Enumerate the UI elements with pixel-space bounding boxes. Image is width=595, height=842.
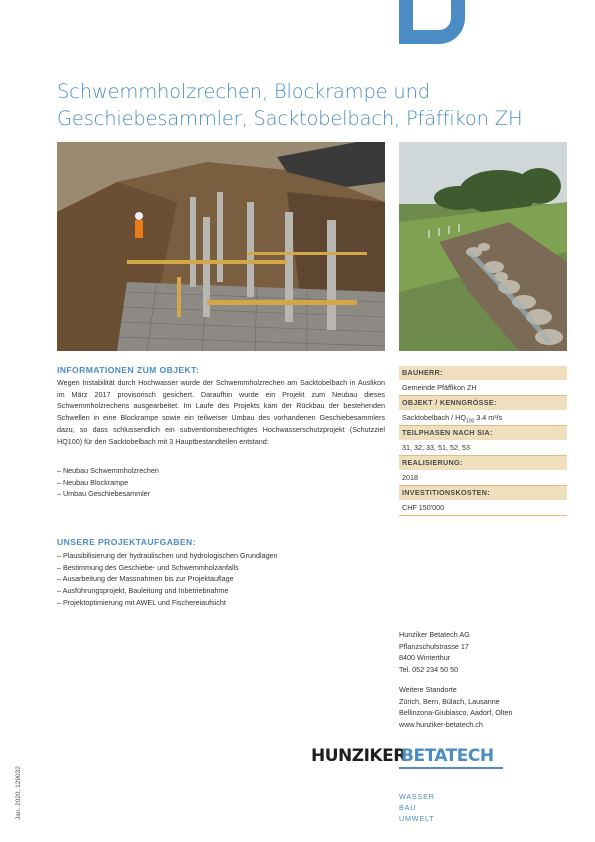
phasen-label: TEILPHASEN NACH SIA: [399, 426, 567, 440]
company-street: Pflanzschulstrasse 17 [399, 641, 469, 651]
brand-corner-mark [399, 0, 465, 44]
object-components-list [57, 465, 159, 500]
other-locations-line-2: Bellinzona-Giubiasco, Aadorf, Olten [399, 708, 513, 718]
construction-photo [57, 142, 385, 351]
company-website-link[interactable]: www.hunziker-betatech.ch [399, 719, 483, 729]
other-locations-heading: Weitere Standorte [399, 684, 457, 694]
tagline [399, 791, 435, 824]
realisierung-label: REALISIERUNG: [399, 456, 567, 470]
tasks-list [57, 550, 278, 609]
logo-part-2: BETATECH [401, 746, 494, 766]
list-item: – Ausarbeitung der Massnahmen bis zur Projektauflage [57, 574, 234, 584]
list-item: – Plausibilisierung der hydraulischen und hydrologischen Grundlagen [57, 551, 278, 560]
list-item: – Umbau Geschiebesammler [57, 489, 151, 499]
objekt-label: OBJEKT / KENNGRÖSSE: [399, 396, 567, 410]
page-title [57, 78, 577, 132]
logo-underline [399, 767, 503, 769]
bauherr-label: BAUHERR: [399, 366, 567, 380]
tasks-heading: UNSERE PROJEKTAUFGABEN: [57, 537, 196, 547]
title-line-1: Schwemmholzrechen, Blockrampe und [57, 80, 430, 103]
project-facts [399, 366, 567, 516]
finished-rampe-photo [399, 142, 567, 351]
title-line-2: Geschiebesammler, Sacktobelbach, Pfäffikon ZH [57, 107, 523, 130]
list-item: – Ausführungsprojekt, Bauleitung und Inbetriebnahme [57, 586, 229, 596]
bauherr-value: Gemeinde Pfäffikon ZH [399, 380, 567, 396]
company-logo [311, 746, 511, 768]
document-date: Jan. 2020, 129032 [15, 766, 22, 820]
company-name: Hunziker Betatech AG [399, 630, 470, 639]
info-paragraph: Wegen Instabilität durch Hochwasser wurde der Schwemmholzrechen am Sacktobelbach in Auslikon im März 2017 provisorisch gesichert. Daraufhin wurde ein Projekt zum Neubau dieses Schwemmholzrechens ausgearbeitet. Im Laufe des Projekts kam der Rückbau der bestehenden Schwellen in eine Blockrampe sowie ein teilweiser Umbau des vorhandenen Geschiebesammlers dazu, so dass schlussendlich ein subventionsberechtigtes Hochwasserschutzprojekt (Schutzziel HQ100) für den Sacktobelbach mit 3 Hauptbestandteilen entstand: [57, 378, 385, 446]
objekt-value-suffix: 3.4 m³/s [474, 413, 503, 422]
company-phone: Tel. 052 234 50 50 [399, 665, 459, 675]
tagline-line: UMWELT [399, 814, 435, 823]
tagline-line: WASSER [399, 792, 435, 801]
list-item: – Neubau Schwemmholzrechen [57, 466, 159, 475]
objekt-value [399, 410, 567, 426]
list-item: – Projektoptimierung mit AWEL und Fischereiaufsicht [57, 597, 226, 607]
phasen-value: 31, 32, 33, 51, 52, 53 [399, 440, 567, 456]
kosten-value: CHF 150'000 [399, 500, 567, 516]
tagline-line: BAU [399, 803, 417, 812]
logo-part-1: HUNZIKER [311, 746, 406, 766]
objekt-value-prefix: Sacktobelbach / HQ [402, 413, 466, 422]
objekt-value-sub: 100 [465, 418, 475, 425]
info-heading: INFORMATIONEN ZUM OBJEKT: [57, 365, 200, 375]
realisierung-value: 2018 [399, 470, 567, 486]
company-city: 8400 Winterthur [399, 653, 451, 663]
list-item: – Bestimmung des Geschiebe- und Schwemmholzanfalls [57, 562, 239, 572]
kosten-label: INVESTITIONSKOSTEN: [399, 486, 567, 500]
company-address [399, 629, 569, 731]
list-item: – Neubau Blockrampe [57, 477, 129, 487]
other-locations-line-1: Zürich, Bern, Bülach, Lausanne [399, 696, 500, 706]
